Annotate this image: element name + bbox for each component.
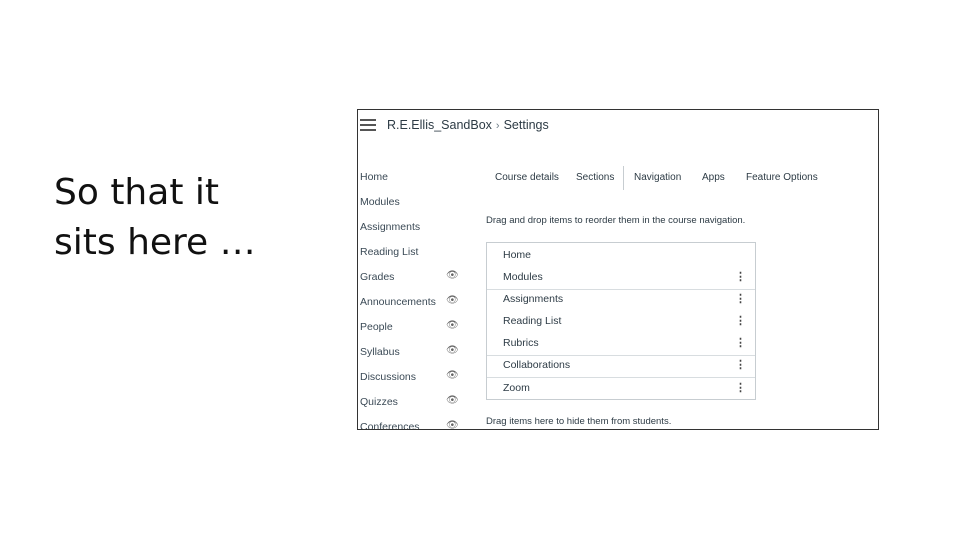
course-nav-item[interactable] xyxy=(360,346,470,371)
tab-navigation[interactable]: Navigation xyxy=(623,166,681,190)
hidden-eye-slash-icon: 👁 xyxy=(446,295,459,306)
navigation-list-item-label: Collaborations xyxy=(503,359,571,371)
settings-tabs xyxy=(484,166,864,190)
kebab-menu-icon[interactable]: ⋮ xyxy=(735,271,746,283)
navigation-list-item-label: Reading List xyxy=(503,315,562,327)
course-nav-item[interactable] xyxy=(360,221,470,246)
navigation-list-item-label: Assignments xyxy=(503,293,564,305)
tab-sections[interactable]: Sections xyxy=(576,172,615,183)
navigation-list-item[interactable] xyxy=(487,289,755,311)
course-nav-item-label: Conferences xyxy=(360,421,420,430)
hidden-eye-slash-icon: 👁 xyxy=(446,370,459,381)
course-nav-item-label: Discussions xyxy=(360,371,417,383)
enabled-navigation-list xyxy=(486,242,756,400)
breadcrumb-course-link[interactable]: R.E.Ellis_SandBox xyxy=(387,118,492,132)
navigation-list-item-label: Home xyxy=(503,249,532,261)
course-nav-item-label: Assignments xyxy=(360,221,421,233)
kebab-menu-icon[interactable]: ⋮ xyxy=(735,359,746,371)
course-nav-item[interactable] xyxy=(360,296,470,321)
navigation-list-item[interactable] xyxy=(487,267,755,290)
course-nav-item[interactable] xyxy=(360,396,470,421)
course-nav-item[interactable] xyxy=(360,421,470,430)
course-nav-item[interactable] xyxy=(360,171,470,196)
course-nav-item[interactable] xyxy=(360,371,470,396)
navigation-list-item[interactable] xyxy=(487,355,755,378)
course-nav-item-label: Announcements xyxy=(360,296,436,308)
hidden-eye-slash-icon: 👁 xyxy=(446,345,459,356)
course-nav-item-label: Home xyxy=(360,171,389,183)
navigation-list-item-label: Rubrics xyxy=(503,337,539,349)
kebab-menu-icon[interactable]: ⋮ xyxy=(735,315,746,327)
course-nav-item-label: Grades xyxy=(360,271,395,283)
slide-text xyxy=(54,168,256,268)
tab-course-details[interactable]: Course details xyxy=(495,172,559,183)
navigation-list-item-label: Zoom xyxy=(503,382,530,394)
slide-text-line-1: So that it xyxy=(54,172,219,213)
hidden-eye-slash-icon: 👁 xyxy=(446,320,459,331)
navigation-list-item[interactable] xyxy=(487,378,755,400)
course-navigation xyxy=(360,171,470,430)
tab-feature-options[interactable]: Feature Options xyxy=(746,172,818,183)
reorder-instruction: Drag and drop items to reorder them in the course navigation. xyxy=(486,215,746,226)
hamburger-menu-icon[interactable] xyxy=(360,119,376,131)
canvas-settings-screenshot xyxy=(357,109,879,430)
navigation-list-item[interactable] xyxy=(487,311,755,333)
hidden-eye-slash-icon: 👁 xyxy=(446,395,459,406)
hidden-eye-slash-icon: 👁 xyxy=(446,270,459,281)
kebab-menu-icon[interactable]: ⋮ xyxy=(735,293,746,305)
course-nav-item-label: Quizzes xyxy=(360,396,398,408)
hidden-eye-slash-icon: 👁 xyxy=(446,420,459,430)
navigation-list-item-label: Modules xyxy=(503,271,543,283)
tab-apps[interactable]: Apps xyxy=(702,172,725,183)
hide-items-instruction: Drag items here to hide them from students. xyxy=(486,416,672,427)
course-nav-item[interactable] xyxy=(360,271,470,296)
course-nav-item-label: Reading List xyxy=(360,246,419,258)
kebab-menu-icon[interactable]: ⋮ xyxy=(735,337,746,349)
course-nav-item-label: Syllabus xyxy=(360,346,400,358)
course-nav-item-label: People xyxy=(360,321,393,333)
course-nav-item[interactable] xyxy=(360,196,470,221)
breadcrumb xyxy=(387,118,549,132)
course-nav-item[interactable] xyxy=(360,246,470,271)
course-nav-item[interactable] xyxy=(360,321,470,346)
course-nav-item-label: Modules xyxy=(360,196,400,208)
navigation-list-item[interactable] xyxy=(487,333,755,356)
slide-text-line-2: sits here … xyxy=(54,222,256,263)
navigation-list-item[interactable] xyxy=(487,245,755,267)
kebab-menu-icon[interactable]: ⋮ xyxy=(735,382,746,394)
breadcrumb-current: Settings xyxy=(503,118,549,132)
breadcrumb-separator-icon: › xyxy=(495,120,500,132)
